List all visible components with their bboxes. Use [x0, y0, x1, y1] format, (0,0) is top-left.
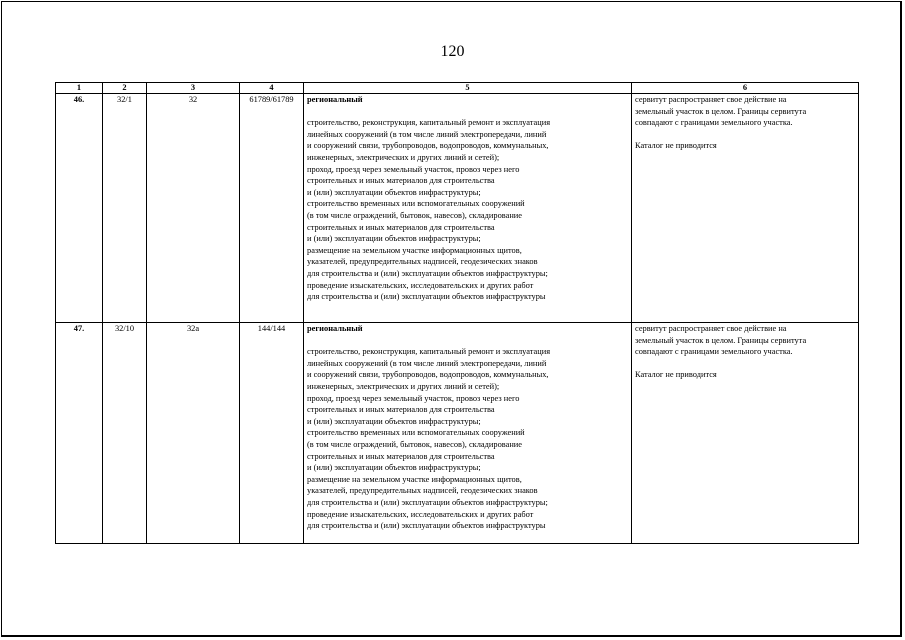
purpose-line: и (или) эксплуатации объектов инфраструктуры;: [307, 416, 481, 426]
note-line: сервитут распространяет свое действие на: [635, 324, 787, 333]
column-header: 3: [147, 83, 240, 94]
purpose-cell: [304, 94, 632, 323]
table-header-row: [56, 83, 859, 94]
purpose-line: строительство временных или вспомогательных сооружений: [307, 428, 525, 438]
purpose-line: проход, проезд через земельный участок, провоз через него: [307, 164, 520, 174]
note-cell: [632, 94, 859, 323]
purpose-cell: [304, 323, 632, 544]
servitude-type: региональный: [307, 324, 363, 333]
purpose-line: линейных сооружений (в том числе линий электропередачи, линий: [307, 358, 547, 368]
note-line: земельный участок в целом. Границы сервитута: [635, 335, 807, 345]
purpose-line: указателей, предупредительных надписей, геодезических знаков: [307, 486, 538, 496]
purpose-line: указателей, предупредительных надписей, геодезических знаков: [307, 257, 538, 267]
purpose-line: строительных и иных материалов для строительства: [307, 222, 495, 232]
servitude-table: [55, 82, 859, 544]
purpose-line: (в том числе ограждений, бытовок, навесов), складирование: [307, 210, 523, 220]
note-cell: [632, 323, 859, 544]
purpose-line: строительство, реконструкция, капитальный ремонт и эксплуатация: [307, 347, 551, 357]
cell-col-4: 144/144: [240, 323, 304, 544]
purpose-line: проведение изыскательских, исследовательских и других работ: [307, 509, 534, 519]
table-row: [56, 94, 859, 323]
spacer: [635, 129, 855, 141]
cell-col-4: 61789/61789: [240, 94, 304, 323]
cell-col-3: 32а: [147, 323, 240, 544]
purpose-line: и (или) эксплуатации объектов инфраструктуры;: [307, 234, 481, 244]
purpose-line: размещение на земельном участке информационных щитов,: [307, 474, 522, 484]
table-row: [56, 323, 859, 544]
purpose-line: строительство временных или вспомогательных сооружений: [307, 199, 525, 209]
note-line: сервитут распространяет свое действие на: [635, 95, 787, 104]
purpose-line: для строительства и (или) эксплуатации объектов инфраструктуры;: [307, 497, 548, 507]
spacer: [307, 106, 628, 118]
servitude-type: региональный: [307, 95, 363, 104]
row-number: 47.: [56, 323, 103, 544]
purpose-line: размещение на земельном участке информационных щитов,: [307, 245, 522, 255]
note-line: совпадают с границами земельного участка.: [635, 118, 793, 128]
purpose-line: проход, проезд через земельный участок, провоз через него: [307, 393, 520, 403]
purpose-line: и (или) эксплуатации объектов инфраструктуры;: [307, 187, 481, 197]
note-line: совпадают с границами земельного участка.: [635, 347, 793, 357]
purpose-line: для строительства и (или) эксплуатации объектов инфраструктуры: [307, 521, 546, 531]
spacer: [307, 335, 628, 347]
row-number: 46.: [56, 94, 103, 323]
purpose-line: для строительства и (или) эксплуатации объектов инфраструктуры: [307, 292, 546, 302]
purpose-line: инженерных, электрических и других линий и сетей);: [307, 152, 500, 162]
spacer: [635, 358, 855, 370]
purpose-line: проведение изыскательских, исследовательских и других работ: [307, 280, 534, 290]
purpose-line: инженерных, электрических и других линий и сетей);: [307, 381, 500, 391]
column-header: 4: [240, 83, 304, 94]
note-line: земельный участок в целом. Границы сервитута: [635, 106, 807, 116]
column-header: 5: [304, 83, 632, 94]
catalog-note: Каталог не приводится: [635, 141, 717, 151]
cell-col-2: 32/1: [103, 94, 147, 323]
column-header: 1: [56, 83, 103, 94]
column-header: 6: [632, 83, 859, 94]
purpose-line: строительных и иных материалов для строительства: [307, 405, 495, 415]
catalog-note: Каталог не приводится: [635, 370, 717, 380]
cell-col-2: 32/10: [103, 323, 147, 544]
purpose-line: и сооружений связи, трубопроводов, водопроводов, коммунальных,: [307, 370, 549, 380]
purpose-line: для строительства и (или) эксплуатации объектов инфраструктуры;: [307, 268, 548, 278]
cell-col-3: 32: [147, 94, 240, 323]
purpose-line: и (или) эксплуатации объектов инфраструктуры;: [307, 463, 481, 473]
purpose-line: линейных сооружений (в том числе линий электропередачи, линий: [307, 129, 547, 139]
page-number: 120: [440, 43, 465, 60]
purpose-line: (в том числе ограждений, бытовок, навесов), складирование: [307, 439, 523, 449]
purpose-line: строительных и иных материалов для строительства: [307, 451, 495, 461]
purpose-line: строительных и иных материалов для строительства: [307, 176, 495, 186]
column-header: 2: [103, 83, 147, 94]
purpose-line: и сооружений связи, трубопроводов, водопроводов, коммунальных,: [307, 141, 549, 151]
purpose-line: строительство, реконструкция, капитальный ремонт и эксплуатация: [307, 118, 551, 128]
